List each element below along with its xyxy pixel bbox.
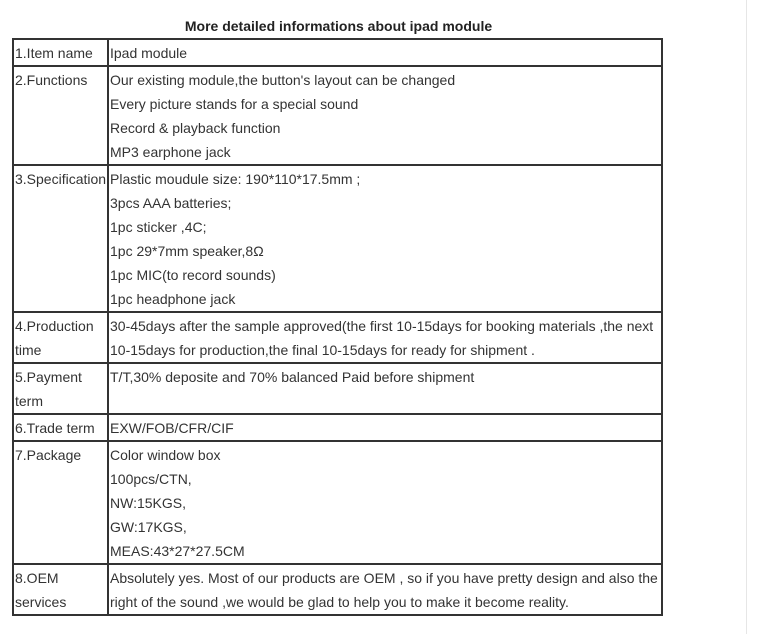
row-value-text: 1pc headphone jack <box>110 291 236 307</box>
row-label-text: 3.Specification <box>15 171 107 187</box>
row-label-cell <box>13 564 108 615</box>
row-value-text: GW:17KGS, <box>110 519 187 535</box>
row-label-text: time <box>15 342 42 358</box>
row-value-text: 10-15days for production,the final 10-15days for ready for shipment . <box>110 342 535 358</box>
row-label-text: 2.Functions <box>15 72 88 88</box>
row-value-text: Color window box <box>110 447 221 463</box>
row-label-cell <box>13 39 108 66</box>
row-value-text: 1pc 29*7mm speaker,8Ω <box>110 243 264 259</box>
row-value-text: 3pcs AAA batteries; <box>110 195 232 211</box>
page-title: More detailed informations about ipad module <box>184 18 493 34</box>
spec-table <box>12 38 663 616</box>
row-value-cell <box>108 312 662 363</box>
row-label-text: 7.Package <box>15 447 82 463</box>
table-row <box>13 414 662 441</box>
row-label-text: 1.Item name <box>15 45 93 61</box>
row-label-text: 6.Trade term <box>15 420 95 436</box>
row-value-cell <box>108 39 662 66</box>
table-row <box>13 165 662 312</box>
row-value-text: MP3 earphone jack <box>110 144 231 160</box>
row-label-cell <box>13 363 108 414</box>
row-label-cell <box>13 66 108 165</box>
row-label-cell <box>13 441 108 564</box>
row-label-cell <box>13 312 108 363</box>
row-value-text: 100pcs/CTN, <box>110 471 192 487</box>
row-value-text: Record & playback function <box>110 120 281 136</box>
table-row <box>13 66 662 165</box>
row-value-text: Our existing module,the button's layout can be changed <box>110 72 456 88</box>
row-label-text: term <box>15 393 43 409</box>
table-row <box>13 312 662 363</box>
row-value-text: Ipad module <box>110 45 188 61</box>
page-right-divider <box>746 0 747 634</box>
spec-table-body <box>13 39 662 615</box>
row-label-text: services <box>15 594 67 610</box>
row-label-text: 5.Payment <box>15 369 82 385</box>
row-value-cell <box>108 363 662 414</box>
row-value-text: Plastic moudule size: 190*110*17.5mm ; <box>110 171 361 187</box>
row-value-cell <box>108 165 662 312</box>
row-label-cell <box>13 414 108 441</box>
row-value-cell <box>108 441 662 564</box>
row-value-text: right of the sound ,we would be glad to help you to make it become reality. <box>110 594 569 610</box>
row-value-text: NW:15KGS, <box>110 495 186 511</box>
table-row <box>13 39 662 66</box>
row-value-text: T/T,30% deposite and 70% balanced Paid before shipment <box>110 369 475 385</box>
table-row <box>13 441 662 564</box>
row-value-text: 30-45days after the sample approved(the first 10-15days for booking materials ,the next <box>110 318 654 334</box>
row-value-text: Every picture stands for a special sound <box>110 96 359 112</box>
row-value-text: Absolutely yes. Most of our products are OEM , so if you have pretty design and also the <box>110 570 658 586</box>
row-value-cell <box>108 66 662 165</box>
row-value-cell <box>108 414 662 441</box>
row-value-text: 1pc MIC(to record sounds) <box>110 267 276 283</box>
row-value-text: 1pc sticker ,4C; <box>110 219 207 235</box>
row-value-text: MEAS:43*27*27.5CM <box>110 543 245 559</box>
row-label-text: 4.Production <box>15 318 94 334</box>
table-row <box>13 564 662 615</box>
row-value-text: EXW/FOB/CFR/CIF <box>110 420 234 436</box>
table-row <box>13 363 662 414</box>
row-label-cell <box>13 165 108 312</box>
row-value-cell <box>108 564 662 615</box>
row-label-text: 8.OEM <box>15 570 59 586</box>
